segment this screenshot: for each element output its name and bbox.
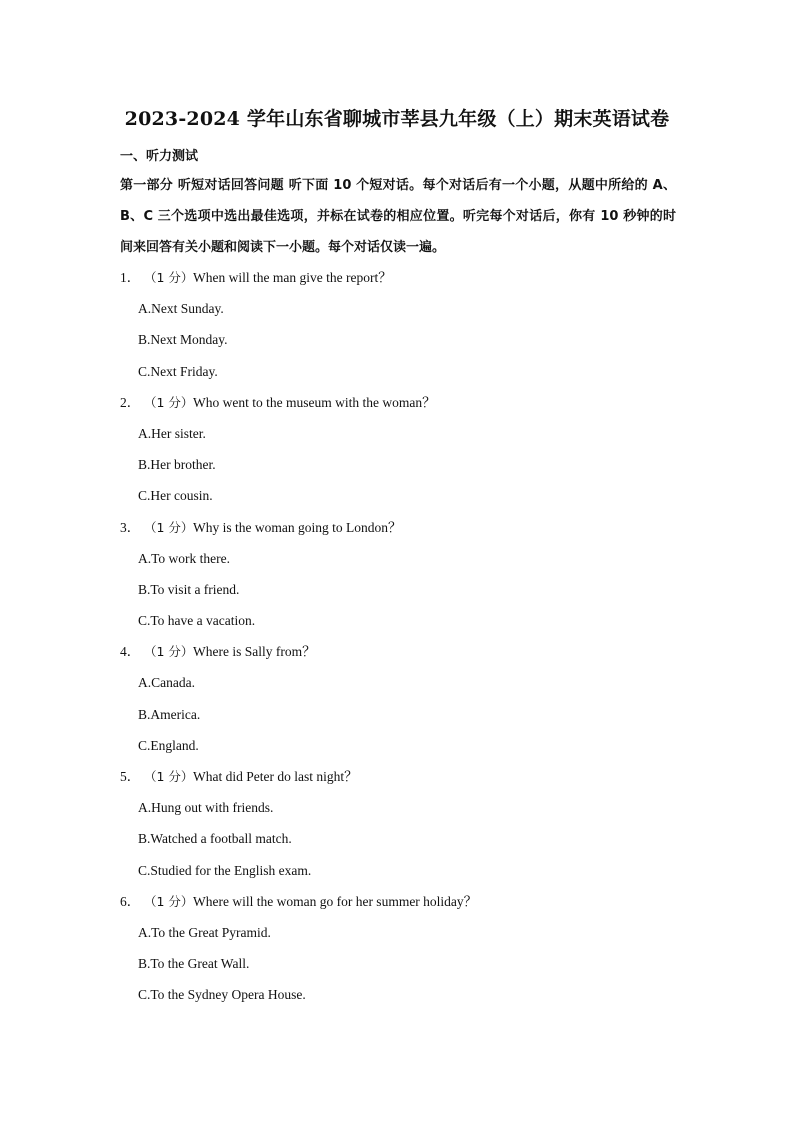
option-c: C.Studied for the English exam. [138,862,312,878]
question-number: 5． [120,769,141,784]
option-c: C.Her cousin. [138,488,213,504]
exam-title: 2023-2024 学年山东省聊城市莘县九年级（上）期末英语试卷 [124,108,670,130]
question-4 [0,636,794,667]
question-number: 6． [120,893,141,909]
option-c: C.To the Sydney Opera House. [138,987,306,1003]
option-b: B.Next Monday. [138,332,228,348]
question-number: 4． [120,644,141,660]
option-b: B.Her brother. [138,457,216,473]
question-number: 2． [120,394,141,410]
question-score: （1 分） [144,519,194,535]
question-list [0,262,794,1011]
option-a: A.Canada. [138,675,195,691]
question-6 [0,886,794,917]
question-text: Who went to the museum with the woman？ [193,394,436,410]
option-a: A.Her sister. [138,425,206,441]
question-text: Why is the woman going to London？ [193,519,402,535]
section-heading: 一、听力测试 [120,149,199,164]
question-score: （1 分） [144,893,194,909]
question-score: （1 分） [144,270,194,285]
option-b: B.To the Great Wall. [138,956,250,972]
option-a: A.Hung out with friends. [138,800,274,816]
question-score: （1 分） [144,769,194,784]
question-2 [0,387,794,418]
listening-instructions: 第一部分 听短对话回答问题 听下面 10 个短对话。每个对话后有一个小题，从题中所给的 A、B、C 三个选项中选出最佳选项，并标在试卷的相应位置。听完每个对话后，你有 10 秒钟的时间来回答有关小题和阅读下一小题。每个对话仅读一遍。 [120,178,676,255]
option-b: B.Watched a football match. [138,831,292,847]
question-score: （1 分） [144,394,194,410]
option-c: C.Next Friday. [138,363,218,379]
option-a: A.To work there. [138,550,231,566]
question-5 [0,761,794,792]
question-text: What did Peter do last night？ [193,769,358,784]
option-c: C.To have a vacation. [138,613,256,629]
question-score: （1 分） [144,644,194,660]
question-3 [0,512,794,543]
question-text: Where will the woman go for her summer holiday？ [193,893,478,909]
question-text: When will the man give the report？ [193,270,392,285]
option-b: B.To visit a friend. [138,581,240,597]
option-b: B.America. [138,706,201,722]
question-number: 1． [120,270,141,285]
option-a: A.To the Great Pyramid. [138,924,271,940]
option-a: A.Next Sunday. [138,301,224,317]
question-text: Where is Sally from？ [193,644,316,660]
question-number: 3． [120,519,141,535]
question-1 [0,262,794,293]
option-c: C.England. [138,737,199,753]
